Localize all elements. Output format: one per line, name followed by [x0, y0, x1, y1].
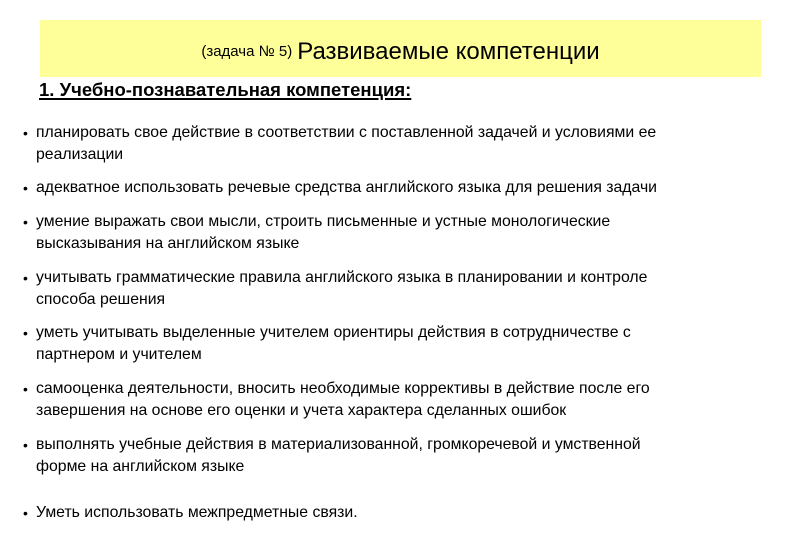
bullet-icon: • — [23, 270, 28, 286]
bullet-icon: • — [23, 125, 28, 141]
bullet-icon: • — [23, 505, 28, 521]
list-item-line: высказывания на английском языке — [36, 235, 300, 252]
bullet-icon: • — [23, 325, 28, 341]
bullet-icon: • — [23, 437, 28, 453]
list-item — [20, 502, 358, 524]
bullet-icon: • — [23, 214, 28, 230]
list-item-line: выполнять учебные действия в материализованной, громкоречевой и умственной — [36, 436, 641, 453]
list-item-line: уметь учитывать выделенные учителем ориентиры действия в сотрудничестве с — [36, 324, 631, 341]
list-item-line: планировать свое действие в соответствии с поставленной задачей и условиями ее — [36, 124, 657, 141]
task-number: (задача № 5) — [201, 43, 293, 60]
list-item — [20, 177, 657, 199]
title-banner — [40, 20, 761, 77]
list-item-line: реализации — [36, 146, 124, 163]
list-item-line: форме на английском языке — [36, 458, 245, 475]
page-title: Развиваемые компетенции — [297, 37, 600, 65]
list-item-line: учитывать грамматические правила английского языка в планировании и контроле — [36, 269, 648, 286]
list-item-line: умение выражать свои мысли, строить письменные и устные монологические — [36, 213, 611, 230]
section-heading: 1. Учебно-познавательная компетенция: — [39, 79, 412, 100]
list-item-line: самооценка деятельности, вносить необходимые коррективы в действие после его — [36, 380, 650, 397]
list-item-line: способа решения — [36, 291, 166, 308]
list-item-line: партнером и учителем — [36, 346, 202, 363]
list-item-line: адекватное использовать речевые средства английского языка для решения задачи — [36, 179, 658, 196]
list-item — [20, 434, 641, 478]
bullet-icon: • — [23, 180, 28, 196]
bullet-icon: • — [23, 381, 28, 397]
list-item — [20, 378, 650, 422]
list-item — [20, 267, 647, 311]
list-item — [20, 122, 656, 166]
list-item — [20, 211, 610, 255]
list-item — [20, 322, 631, 366]
list-item-line: Уметь использовать межпредметные связи. — [36, 504, 358, 521]
list-item-line: завершения на основе его оценки и учета характера сделанных ошибок — [36, 402, 567, 419]
